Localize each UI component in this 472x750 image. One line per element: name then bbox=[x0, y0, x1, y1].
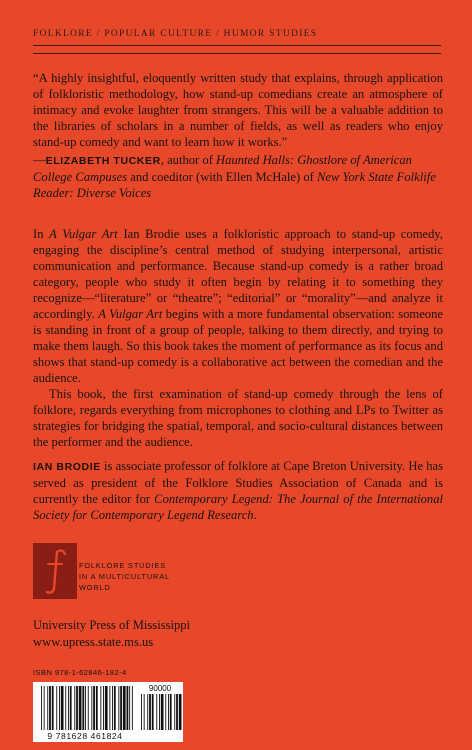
barcode-bar bbox=[52, 686, 54, 730]
barcode-bar bbox=[176, 694, 178, 730]
barcode-bar bbox=[129, 686, 130, 730]
desc-text: begins with a more fundamental observation: someone is standing in front of a group of people, talking to them directly, and trying to make them laugh. So this book takes the moment of performance as its focus and shows that stand-up comedy is a collaborative act between the comedian and the audience. bbox=[33, 307, 443, 385]
series-logo bbox=[33, 543, 170, 599]
barcode-bar bbox=[168, 694, 169, 730]
barcode-bar bbox=[70, 686, 72, 730]
barcode-bar bbox=[161, 694, 164, 730]
desc-book-title: A Vulgar Art bbox=[49, 227, 118, 241]
isbn-barcode bbox=[33, 682, 183, 742]
addon-digits: 90000 bbox=[148, 684, 172, 693]
barcode-bar bbox=[49, 686, 51, 730]
review-attribution bbox=[33, 152, 443, 201]
barcode-bar bbox=[127, 686, 129, 730]
barcode-digits: 9 781628 461824 bbox=[47, 731, 123, 741]
barcode-bar bbox=[103, 686, 104, 730]
barcode-bar bbox=[159, 694, 160, 730]
top-rule bbox=[33, 45, 441, 46]
barcode-bar bbox=[47, 686, 48, 730]
barcode-bar bbox=[79, 686, 82, 730]
barcode-bar bbox=[112, 686, 113, 730]
author-bio bbox=[33, 458, 443, 523]
folklore-f-logo-icon bbox=[33, 543, 77, 599]
barcode-bar bbox=[85, 686, 86, 730]
series-line: WORLD bbox=[79, 583, 111, 592]
barcode-bar bbox=[152, 694, 154, 730]
description-paragraph-2: This book, the first examination of stand-up comedy through the lens of folklore, regards everything from microphones to clothing and LPs to Twitter as strategies for bridging the spatial, temporal, and socio-cultural distances between the performer and the audience. bbox=[33, 387, 443, 449]
barcode-bar bbox=[156, 694, 157, 730]
barcode-bar bbox=[114, 686, 116, 730]
barcode-bar bbox=[68, 686, 69, 730]
barcode-bar bbox=[179, 694, 182, 730]
desc-book-title: A Vulgar Art bbox=[98, 307, 163, 321]
barcode-bar bbox=[170, 694, 172, 730]
barcode-bar bbox=[174, 694, 175, 730]
publisher-name: University Press of Mississippi bbox=[33, 618, 191, 632]
book-description bbox=[33, 226, 443, 450]
reviewer-name: ELIZABETH TUCKER bbox=[45, 155, 161, 167]
desc-text: In bbox=[33, 227, 50, 241]
barcode-bar bbox=[120, 686, 122, 730]
barcode-bar bbox=[147, 694, 148, 730]
isbn-text: ISBN 978-1-62846-182-4 bbox=[33, 668, 127, 677]
barcode-bar bbox=[165, 694, 166, 730]
reviewer-role-2: and coeditor (with Ellen McHale) of bbox=[127, 170, 317, 184]
barcode-bar bbox=[82, 686, 84, 730]
category-line: FOLKLORE / POPULAR CULTURE / HUMOR STUDIES bbox=[33, 29, 318, 39]
barcode-bar bbox=[65, 686, 66, 730]
top-rule-second bbox=[33, 53, 441, 54]
attribution-dash: — bbox=[33, 153, 46, 167]
barcode-bar bbox=[109, 686, 110, 730]
desc-text: Ian Brodie uses a folkloristic approach to stand-up comedy, engaging the discipline’s central method of studying interpersonal, artistic communication and performance. Because stand-up comedy is a rather broad category, people who study it often begin by relating it to something they recognize—“literature” or “theatre”; “editorial” or “morality”—and analyze it accordingly. bbox=[33, 227, 444, 321]
bio-journal: Contemporary Legend: The Journal of the International Society for Contemporary Legend Research bbox=[33, 492, 443, 522]
barcode-bar bbox=[144, 694, 145, 730]
barcode-bar bbox=[123, 686, 126, 730]
reviewer-book-1: Haunted Halls: Ghostlore of American College Campuses bbox=[33, 153, 412, 184]
barcode-bar bbox=[105, 686, 108, 730]
description-paragraph-1 bbox=[33, 226, 443, 386]
barcode-bar bbox=[59, 686, 60, 730]
barcode-bar bbox=[76, 686, 78, 730]
bio-text: is associate professor of folklore at Cape Breton University. He has served as president of the Folklore Studies Association of Canada and is currently the editor for bbox=[33, 459, 443, 506]
reviewer-book-2: New York State Folklife Reader: Diverse Voices bbox=[33, 170, 436, 200]
series-name bbox=[79, 560, 170, 593]
barcode-bar bbox=[93, 686, 95, 730]
barcode-bar bbox=[41, 686, 42, 730]
barcode-bar bbox=[100, 686, 101, 730]
barcode-bar bbox=[74, 686, 75, 730]
author-name: IAN BRODIE bbox=[33, 461, 101, 473]
barcode-bar bbox=[91, 686, 92, 730]
barcode-bar bbox=[96, 686, 98, 730]
barcode-bar bbox=[141, 694, 142, 730]
review-quote: “A highly insightful, eloquently written study that explains, through application of folkloristic methodology, how stand-up comedians create an atmosphere of intimacy and evoke laughter from strangers. This will be a valuable addition to the libraries of scholars in a number of fields, as well as readers who enjoy stand-up comedy and want to learn how it works.” bbox=[33, 71, 443, 149]
barcode-bar bbox=[118, 686, 119, 730]
barcode-bar bbox=[61, 686, 64, 730]
barcode-bar bbox=[44, 686, 45, 730]
bio-text-end: . bbox=[253, 508, 257, 522]
series-line: FOLKLORE STUDIES bbox=[79, 561, 166, 570]
publisher-url: www.upress.state.ms.us bbox=[33, 635, 154, 649]
barcode-bar bbox=[88, 686, 89, 730]
publisher-info bbox=[33, 617, 190, 651]
barcode-bar bbox=[132, 686, 133, 730]
barcode-bar bbox=[56, 686, 57, 730]
series-line: IN A MULTICULTURAL bbox=[79, 572, 170, 581]
reviewer-role-1: , author of bbox=[160, 153, 217, 167]
barcode-bar bbox=[149, 694, 151, 730]
